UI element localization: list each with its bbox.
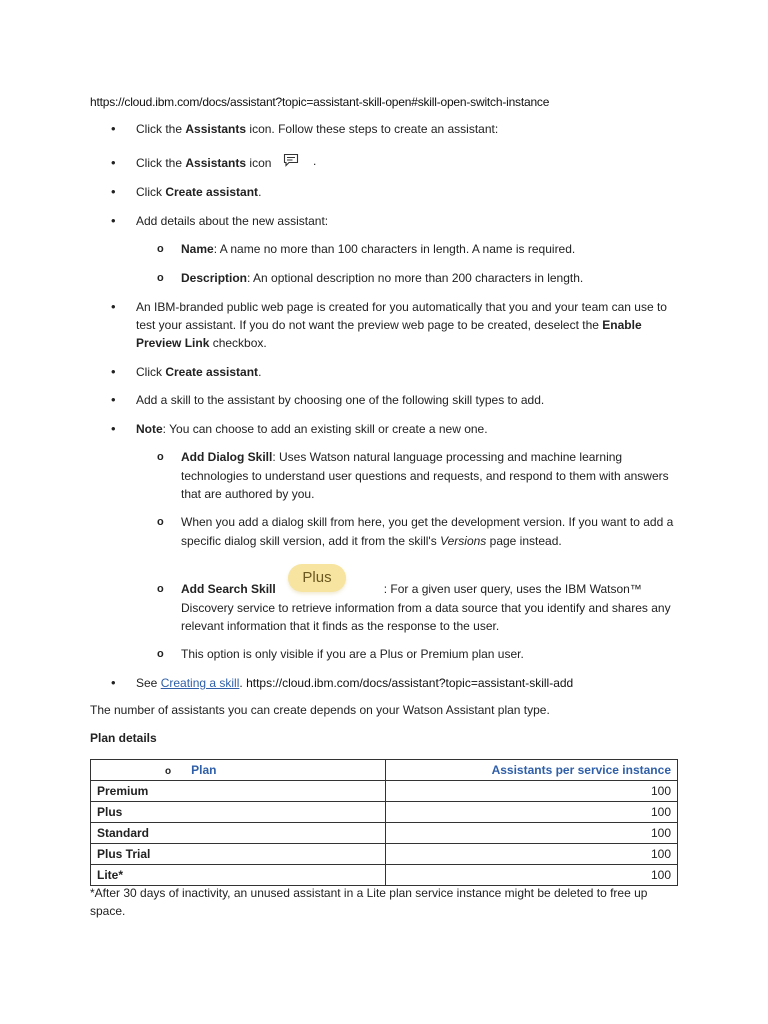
plan-count: 100 [386,844,678,865]
table-row [91,844,678,865]
plan-name: Plus [91,802,386,823]
lite-footnote: *After 30 days of inactivity, an unused assistant in a Lite plan service instance might be deleted to free up space. [90,886,648,918]
step-click-create-assistant-2: Click Create assistant. [136,365,262,379]
chat-message-icon [283,153,299,167]
step-add-skill: Add a skill to the assistant by choosing one of the following skill types to add. [136,393,545,407]
table-row [91,802,678,823]
sub-bullet: o [157,451,164,463]
step-see-creating-skill: See Creating a skill. https://cloud.ibm.com/docs/assistant?topic=assistant-skill-add [136,676,574,690]
step-click-assistants-intro: Click the Assistants icon. Follow these steps to create an assistant: [136,122,499,136]
table-row [91,865,678,886]
bullet: • [111,392,116,407]
bullet: • [111,675,116,690]
table-header-row [91,760,678,781]
sub-bullet: o [157,583,164,595]
header-plan: o Plan [91,760,386,781]
step-click-assistants-icon: Click the Assistants icon [136,156,272,170]
plus-premium-note: This option is only visible if you are a Plus or Premium plan user. [181,647,524,661]
plan-details-heading: Plan details [90,731,157,745]
bullet: • [111,155,116,170]
sub-bullet: o [165,766,172,777]
step-click-create-assistant: Click Create assistant. [136,185,262,199]
dialog-skill-version-note: When you add a dialog skill from here, you get the development version. If you want to add a specific dialog skill version, add it from the skill's Versions page instead. [181,515,674,548]
plan-name: Lite* [91,865,386,886]
sub-bullet: o [157,243,164,255]
bullet: • [111,213,116,228]
plan-name: Premium [91,781,386,802]
sub-bullet: o [157,648,164,660]
header-url: https://cloud.ibm.com/docs/assistant?topic=assistant-skill-open#skill-open-switch-instance [90,95,550,109]
plus-plan-badge: Plus [288,564,346,592]
bullet: • [111,184,116,199]
bullet: • [111,364,116,379]
creating-a-skill-link[interactable]: Creating a skill [160,676,240,690]
bullet: • [111,299,116,314]
plan-name: Plus Trial [91,844,386,865]
plan-count: 100 [386,865,678,886]
bullet: • [111,421,116,436]
add-search-skill: Add Search Skill : For a given user query, uses the IBM Watson™ Discovery service to retrieve information from a data source that you identify and shares any relevant information that it finds as the response to the user. [181,582,671,633]
plan-intro: The number of assistants you can create depends on your Watson Assistant plan type. [90,703,550,717]
header-assistants-count: Assistants per service instance [386,760,678,781]
skill-add-url: https://cloud.ibm.com/docs/assistant?topic=assistant-skill-add [246,676,574,690]
period: . [313,154,317,168]
add-dialog-skill: Add Dialog Skill: Uses Watson natural language processing and machine learning technologies to understand user questions and requests, and respond to them with answers that are authored by you. [181,450,669,501]
step-note: Note: You can choose to add an existing skill or create a new one. [136,422,488,436]
detail-description: Description: An optional description no more than 200 characters in length. [181,271,584,285]
step-add-details: Add details about the new assistant: [136,214,329,228]
detail-name: Name: A name no more than 100 characters in length. A name is required. [181,242,576,256]
sub-bullet: o [157,272,164,284]
plan-count: 100 [386,802,678,823]
bullet: • [111,121,116,136]
plan-name: Standard [91,823,386,844]
sub-bullet: o [157,516,164,528]
table-row [91,823,678,844]
plan-count: 100 [386,781,678,802]
table-row [91,781,678,802]
plan-count: 100 [386,823,678,844]
step-preview-link: An IBM-branded public web page is created for you automatically that you and your team can use to test your assistant. If you do not want the preview web page to be created, deselect the Enable Preview Link checkbox. [136,300,667,350]
plan-table [90,759,678,886]
